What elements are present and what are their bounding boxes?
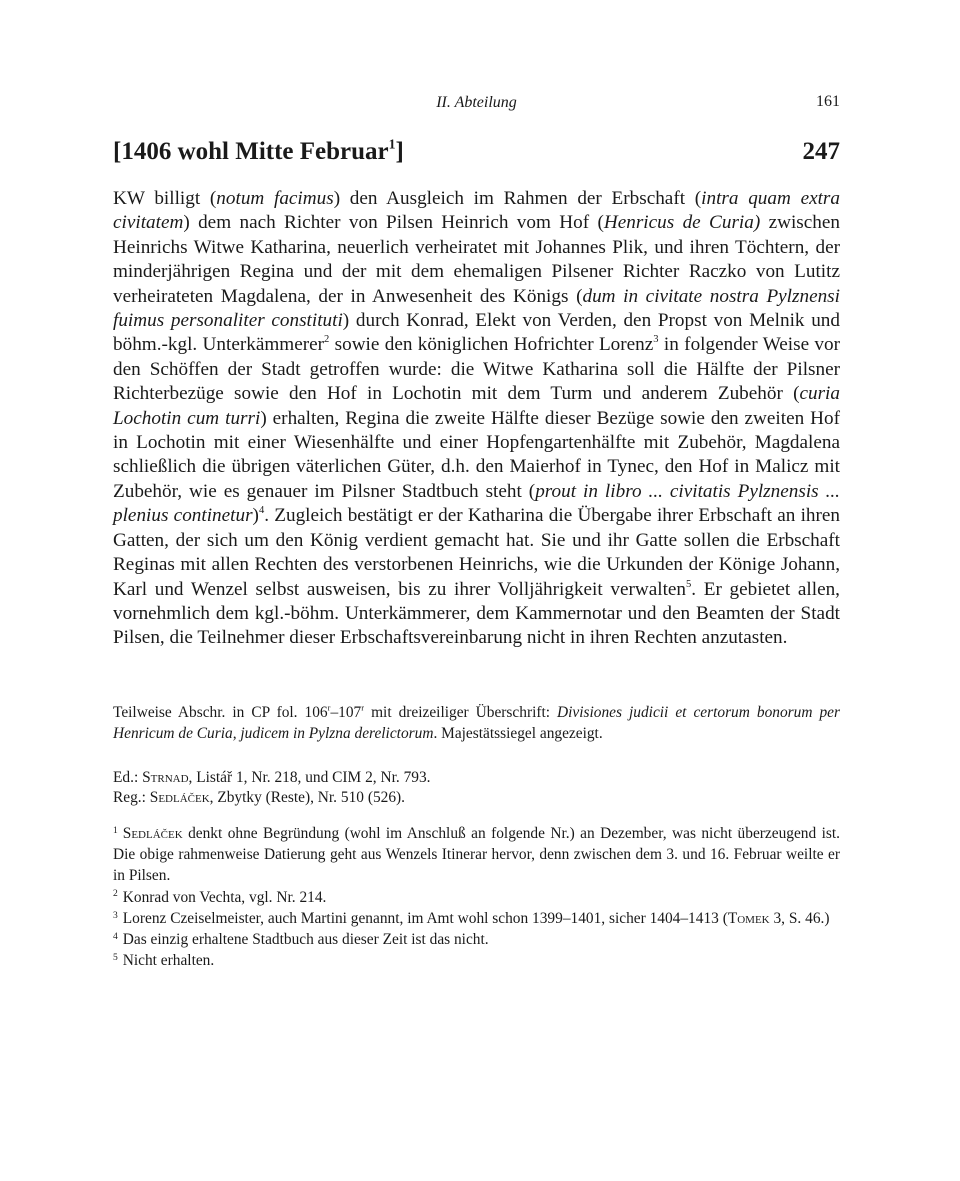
source-apparatus [113, 703, 840, 745]
running-title: II. Abteilung [436, 94, 517, 111]
regest-author: Sedláček [149, 789, 210, 807]
footnote-text: Das einzig erhaltene Stadtbuch aus dieser Zeit ist das nicht. [122, 931, 489, 949]
regest-prefix: Reg.: [113, 789, 150, 807]
edition-line [113, 768, 840, 788]
regest-text: sowie den königlichen Hofrichter Lorenz [329, 334, 654, 356]
document-date-close: ] [395, 138, 404, 165]
footnote-number: 5 [113, 951, 118, 963]
footnote-ref: 3 [653, 334, 659, 346]
regest-text: . Er gebietet allen, vornehmlich dem kgl.-böhm. Unterkämmerer, dem Kammernotar und den Beamten der Stadt Pilsen, die Teilnehmer dieser Erbschaftsvereinbarung nicht in ihren Rechten anzutasten. [113, 578, 840, 649]
page-number: 161 [816, 93, 840, 110]
footnote-ref: 2 [324, 334, 330, 346]
footnote-author: Tomek [727, 909, 770, 927]
footnotes [113, 823, 840, 971]
regest-text: KW billigt ( [113, 188, 217, 209]
regest-text: . Zugleich bestätigt er der Katharina die Übergabe ihrer Erbschaft an ihren Gatten, der sich um den König verdient gemacht hat. Sie und ihr Gatte sollen die Erbschaft Reginas mit allen Rechten des verstorbenen Heinrichs, wie die Urkunden der Könige Johann, Karl und Wenzel selbst ausweisen, bis zu ihrer Volljährigkeit verwalten [113, 505, 840, 600]
footnote-text: denkt ohne Begründung (wohl im Anschluß an folgende Nr.) an Dezember, was nicht überzeugend ist. Die obige rahmenweise Datierung geht aus Wenzels Itinerar hervor, denn zwischen dem 3. und 16. Februar weilte er in Pilsen. [113, 825, 840, 885]
recto-mark: r [361, 702, 365, 713]
latin-quote: Henricus de Curia) [603, 212, 761, 234]
footnote-number: 1 [113, 824, 118, 836]
document-date-text: [1406 wohl Mitte Februar [113, 138, 389, 165]
latin-heading-quote: Divisiones judicii et certorum bonorum per Henricum de Curia, judicem in Pylzna derelictorum [113, 704, 840, 742]
regest-text: ) dem nach Richter von Pilsen Heinrich vom Hof ( [183, 212, 604, 234]
footnote-2 [113, 887, 840, 908]
regest-text: ) den Ausgleich im Rahmen der Erbschaft ( [333, 188, 702, 209]
editions-block [113, 768, 840, 809]
apparatus-text: mit dreizeiliger Überschrift: [364, 704, 558, 721]
apparatus-text: Teilweise Abschr. in CP fol. 106 [113, 704, 328, 721]
latin-quote: dum in civitate nostra Pylznensi fuimus personaliter constituti [113, 285, 840, 332]
regest-text: ) durch Konrad, Elekt von Verden, den Propst von Melnik und böhm.-kgl. Unterkämmerer [113, 310, 840, 356]
regest-text: in folgender Weise vor den Schöffen der Stadt getroffen wurde: die Witwe Katharina soll die Hälfte der Pilsner Richterbezüge sowie den Hof in Lochotin mit dem Turm und anderem Zubehör ( [113, 334, 841, 405]
footnote-text: 3, S. 46.) [769, 909, 830, 927]
recto-mark: r [327, 702, 331, 713]
footnote-5 [113, 950, 840, 971]
latin-quote: prout in libro ... civitatis Pylznensis ... plenius continetur [113, 480, 840, 527]
footnote-3 [113, 908, 840, 929]
footnote-1 [113, 823, 840, 887]
footnote-number: 3 [113, 909, 118, 921]
apparatus-text: –107 [330, 704, 362, 721]
footnote-text: Nicht erhalten. [122, 952, 215, 970]
footnote-number: 2 [113, 888, 118, 900]
latin-quote: notum facimus [216, 188, 334, 209]
regest-reference-line [113, 788, 840, 808]
footnote-ref: 5 [686, 578, 692, 590]
latin-quote: intra quam extra civitatem [113, 188, 840, 234]
edition-text: , Listář 1, Nr. 218, und CIM 2, Nr. 793. [188, 769, 431, 786]
running-head [113, 94, 840, 116]
document-date [113, 138, 404, 166]
document-date-footnote-ref: 1 [388, 136, 396, 152]
regest-paragraph [113, 187, 840, 651]
edition-author: Strnad [142, 769, 189, 786]
latin-quote: curia Lochotin cum turri [113, 383, 840, 429]
book-page [113, 0, 840, 1181]
regest-text: zwischen Heinrichs Witwe Katharina, neuerlich verheiratet mit Johannes Plik, und ihren Töchtern, der minderjährigen Regina und der mit dem ehemaligen Pilsener Richter Raczko von Lutitz verheirateten Magdalena, der in Anwesenheit des Königs ( [113, 212, 840, 307]
regest-reference-text: , Zbytky (Reste), Nr. 510 (526). [209, 789, 405, 807]
footnote-author: Sedláček [122, 825, 183, 842]
regest-text: ) [252, 505, 259, 527]
document-heading [113, 138, 840, 170]
apparatus-text: . Majestätssiegel angezeigt. [433, 724, 603, 742]
regest-text: ) erhalten, Regina die zweite Hälfte dieser Bezüge sowie den zweiten Hof in Lochotin mit einer Wiesenhälfte und einer Hopfengartenhälfte mit Zubehör, Magdalena schließlich die übrigen väterlichen Güter, d.h. den Maierhof in Tynec, den Hof in Malicz mit Zubehör, wie es genauer im Pilsner Stadtbuch steht ( [113, 407, 840, 502]
footnote-number: 4 [113, 930, 118, 942]
footnote-4 [113, 929, 840, 950]
footnote-text: Lorenz Czeiselmeister, auch Martini genannt, im Amt wohl schon 1399–1401, sicher 1404–1413 ( [122, 909, 728, 927]
document-number: 247 [802, 138, 840, 165]
footnote-ref: 4 [258, 505, 265, 517]
edition-prefix: Ed.: [113, 769, 143, 786]
footnote-text: Konrad von Vechta, vgl. Nr. 214. [122, 888, 327, 906]
